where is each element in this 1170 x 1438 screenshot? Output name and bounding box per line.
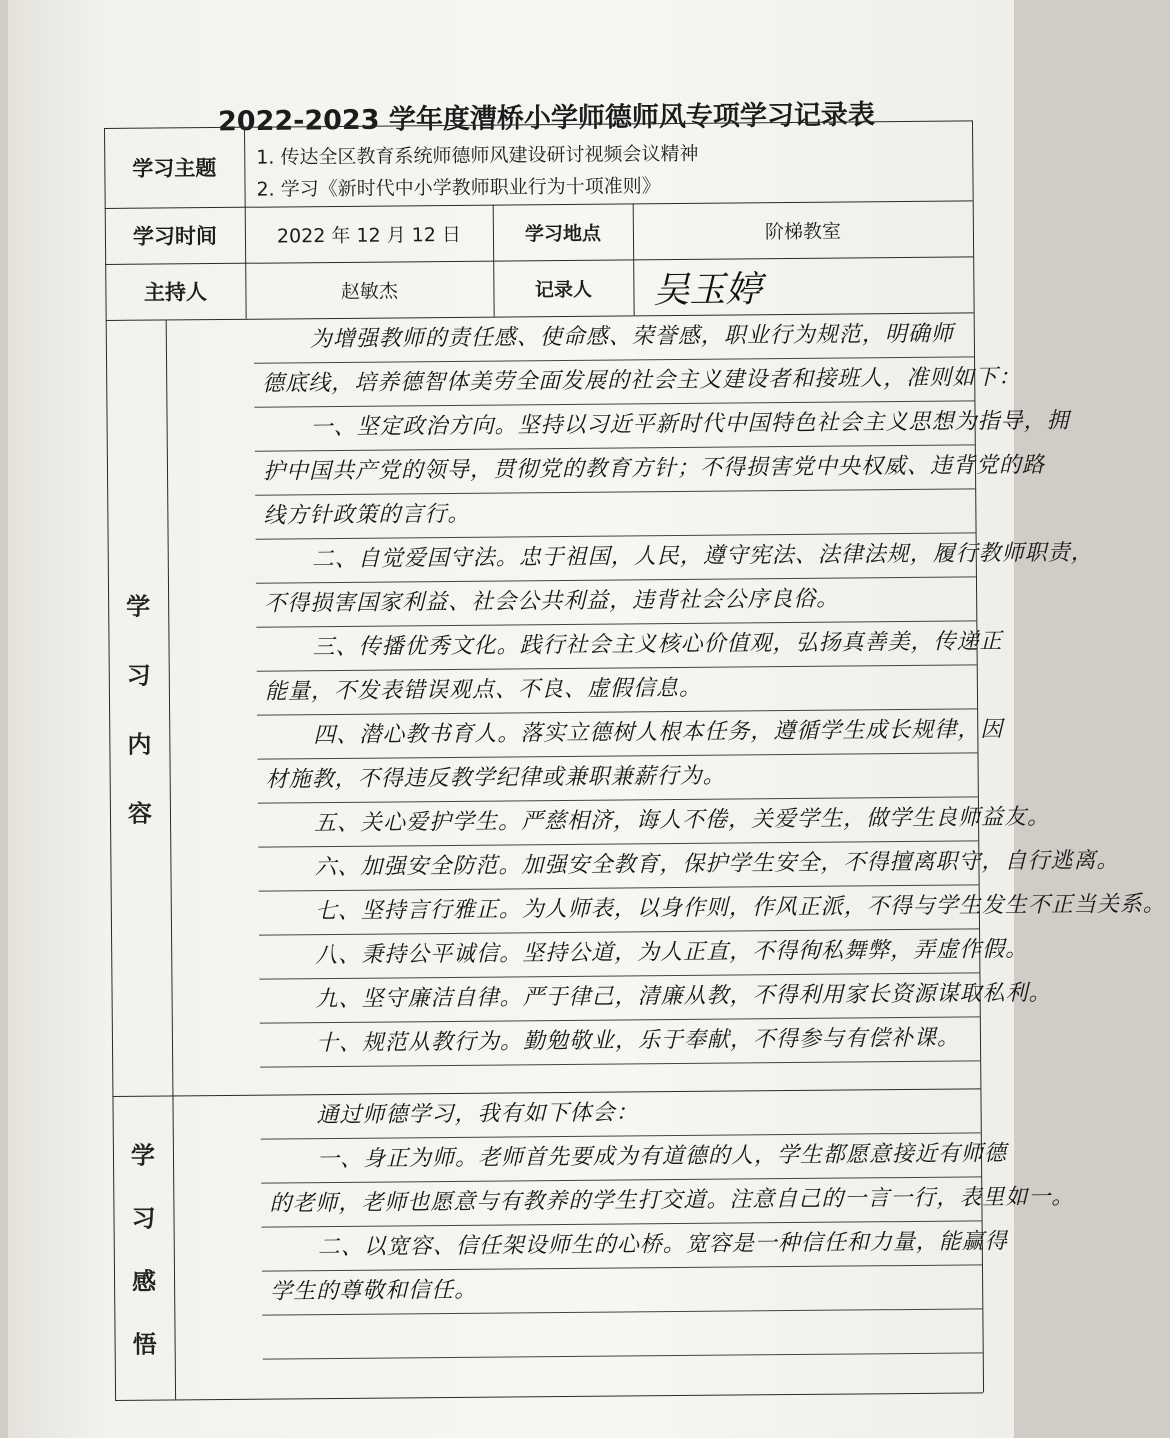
- recorder-signature: 吴玉婷: [653, 268, 762, 311]
- content-line: 材施教，不得违反教学纪律或兼职兼薪行为。: [265, 763, 726, 793]
- reflection-label-char: 感: [131, 1267, 157, 1296]
- content-line: 能量，不发表错误观点、不良、虚假信息。: [264, 675, 703, 705]
- topic-line-2: 2. 学习《新时代中小学教师职业行为十项准则》: [256, 175, 661, 201]
- reflection-line: 学生的尊敬和信任。: [270, 1277, 478, 1305]
- reflection-line: 的老师，老师也愿意与有教养的学生打交道。注意自己的一言一行，表里如一。: [269, 1184, 1075, 1217]
- ruled-line: [263, 1352, 983, 1359]
- ruled-line: [260, 1060, 980, 1067]
- content-line: 德底线，培养德智体美劳全面发展的社会主义建设者和接班人，准则如下：: [262, 365, 1022, 397]
- content-label-char: 习: [126, 661, 151, 690]
- reflection-line: 二、以宽容、信任架设师生的心桥。宽容是一种信任和力量，能赢得: [317, 1229, 1008, 1261]
- record-table: [104, 120, 1166, 1400]
- topic-line-1: 1. 传达全区教育系统师德师风建设研讨视频会议精神: [256, 142, 699, 169]
- content-line: 线方针政策的言行。: [263, 501, 471, 529]
- reflection-section-label: [112, 1095, 175, 1400]
- host-label: 主持人: [143, 280, 208, 305]
- content-line: 八、秉持公平诚信。坚持公道，为人正直，不得徇私舞弊，弄虚作假。: [315, 936, 1029, 969]
- content-line: 二、自觉爱国守法。忠于祖国，人民，遵守宪法、法律法规，履行教师职责，: [311, 540, 1094, 573]
- table-border-bottom: [115, 1392, 983, 1401]
- reflection-label-char: 学: [130, 1141, 156, 1170]
- content-line: 九、坚守廉洁自律。严于律己，清廉从教，不得利用家长资源谋取私利。: [315, 980, 1052, 1013]
- host-value: 赵敏杰: [340, 279, 399, 303]
- content-line: 三、传播优秀文化。践行社会主义核心价值观，弘扬真善美，传递正: [312, 629, 1003, 661]
- content-label-char: 内: [127, 730, 152, 759]
- recorder-label: 记录人: [534, 278, 593, 301]
- reflection-line: 通过师德学习，我有如下体会：: [316, 1100, 639, 1129]
- content-section-label: [106, 319, 173, 1095]
- place-value: 阶梯教室: [764, 220, 842, 243]
- reflection-line: 一、身正为师。老师首先要成为有道德的人，学生都愿意接近有师德: [316, 1141, 1008, 1173]
- content-line: 四、潜心教书育人。落实立德树人根本任务，遵循学生成长规律，因: [313, 717, 1004, 749]
- content-line: 七、坚持言行雅正。为人师表，以身作则，作风正派，不得与学生发生不正当关系。: [314, 891, 1166, 925]
- content-line: 护中国共产党的领导，贯彻党的教育方针；不得损害党中央权威、违背党的路: [262, 452, 1046, 485]
- content-label-char: 学: [126, 592, 151, 621]
- ruled-line: [262, 1308, 982, 1315]
- reflection-label-char: 悟: [132, 1330, 157, 1359]
- paper-sheet: [8, 0, 1166, 1438]
- content-line: 十、规范从教行为。勤勉敬业，乐于奉献，不得参与有偿补课。: [315, 1025, 961, 1057]
- document-title: 2022-2023 学年度漕桥小学师德师风专项学习记录表: [217, 99, 876, 138]
- content-label-char: 容: [127, 799, 153, 828]
- reflection-label-char: 习: [131, 1204, 156, 1233]
- content-line: 不得损害国家利益、社会公共利益，违背社会公序良俗。: [264, 586, 840, 617]
- content-line: 五、关心爱护学生。严慈相济，诲人不倦，关爱学生，做学生良师益友。: [313, 804, 1051, 837]
- content-line: 六、加强安全防范。加强安全教育，保护学生安全，不得擅离职守，自行逃离。: [314, 848, 1120, 881]
- topic-label: 学习主题: [132, 156, 217, 181]
- place-label: 学习地点: [524, 222, 602, 245]
- content-line: 为增强教师的责任感、使命感、荣誉感，职业行为规范，明确师: [309, 321, 954, 353]
- time-value: 2022 年 12 月 12 日: [276, 223, 461, 247]
- content-line: 一、坚定政治方向。坚持以习近平新时代中国特色社会主义思想为指导，拥: [310, 408, 1070, 441]
- time-label: 学习时间: [132, 224, 218, 249]
